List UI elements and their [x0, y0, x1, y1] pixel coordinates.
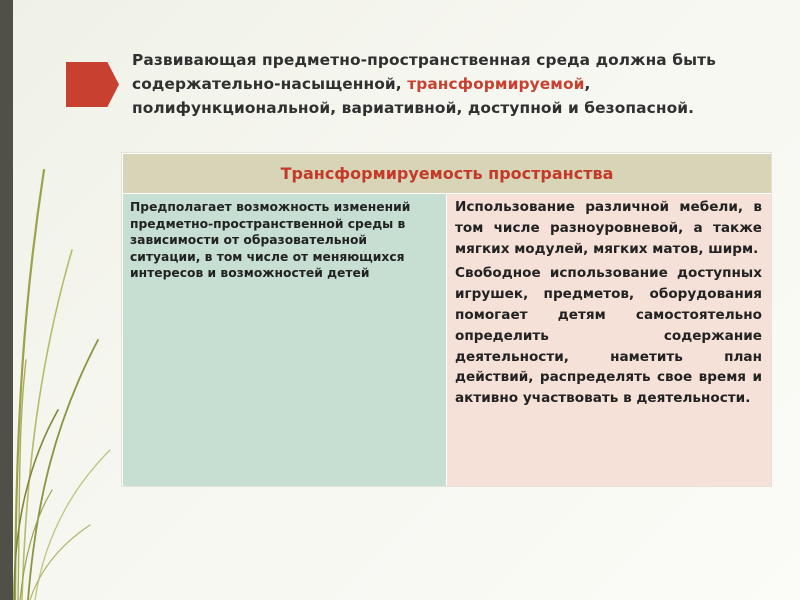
table-header: Трансформируемость пространства — [123, 154, 771, 193]
heading-text-end: , полифункциональной, вариативной, доступной и безопасной. — [132, 75, 695, 117]
left-cell-text: Предполагает возможность изменений предметно-пространственной среды в зависимости от образовательной ситуации, в том числе от меняющихся интересов и возможностей детей — [123, 194, 446, 486]
slide-heading — [132, 48, 772, 120]
content-table — [121, 152, 772, 487]
right-cell — [447, 194, 771, 486]
heading-highlight: трансформируемой — [407, 75, 585, 93]
heading-text-start: Развивающая предметно-пространственная среда должна быть содержательно-насыщенной, — [132, 51, 716, 93]
right-cell-paragraph: Свободное использование доступных игрушек, предметов, оборудования помогает детям самостоятельно определить содержание деятельности, наметить план действий, распределять свое время и активно участвовать в деятельности. — [455, 265, 762, 407]
right-cell-paragraph: Использование различной мебели, в том числе разноуровневой, а также мягких модулей, мягких матов, ширм. — [455, 199, 762, 257]
